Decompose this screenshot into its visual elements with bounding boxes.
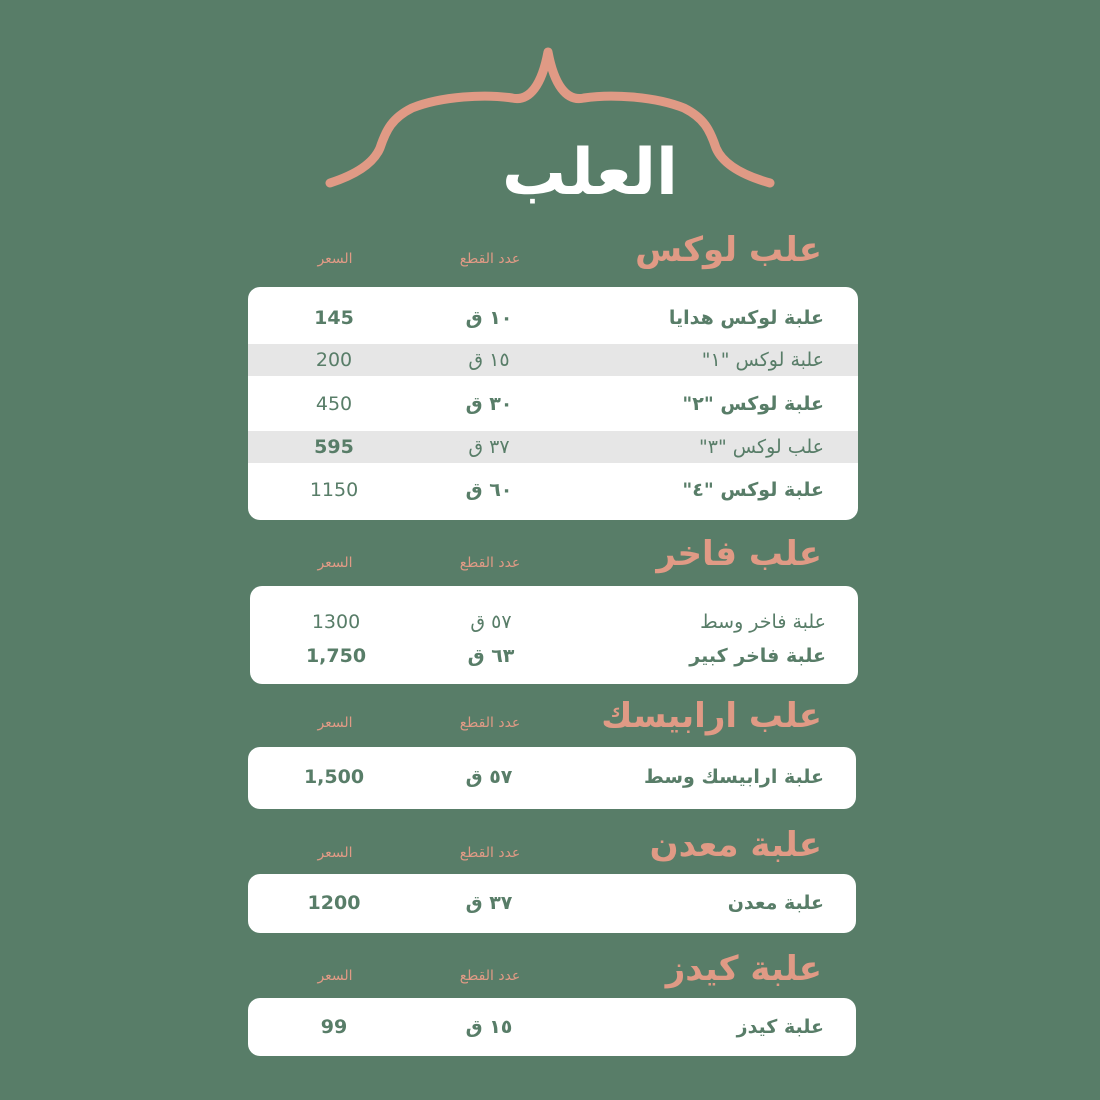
table-row (248, 1011, 856, 1043)
qty-header: عدد القطع (459, 555, 521, 571)
table-row (248, 474, 858, 506)
kids-table (248, 998, 856, 1056)
item-qty: ٣٧ ق (465, 892, 513, 914)
section-title-arabesque: علب ارابيسك (601, 696, 822, 736)
item-qty: ٣٠ ق (465, 393, 513, 415)
item-price: 1300 (311, 611, 361, 633)
item-qty: ١٥ ق (465, 1016, 513, 1038)
item-qty: ٥٧ ق (470, 611, 512, 633)
price-header: السعر (317, 715, 353, 731)
qty-header: عدد القطع (459, 845, 521, 861)
table-row (248, 302, 858, 334)
item-price: 595 (314, 436, 354, 458)
item-qty: ١٥ ق (468, 349, 510, 371)
item-price: 200 (315, 349, 353, 371)
qty-header: عدد القطع (459, 251, 521, 267)
luxe-table (248, 287, 858, 520)
price-header: السعر (317, 555, 353, 571)
item-name: علبة لوكس "١" (701, 349, 824, 371)
table-row (248, 344, 858, 376)
item-qty: ٣٧ ق (468, 436, 510, 458)
item-name: علبة ارابيسك وسط (644, 766, 824, 788)
table-row (248, 887, 856, 919)
table-row (248, 388, 858, 420)
section-title-luxe: علب لوكس (635, 230, 822, 270)
fakher-table (250, 586, 858, 684)
price-header: السعر (317, 968, 353, 984)
metal-table (248, 874, 856, 933)
item-price: 1200 (307, 892, 361, 914)
arabesque-table (248, 747, 856, 809)
item-price: 1150 (309, 479, 359, 501)
item-name: علبة فاخر كبير (689, 645, 826, 667)
item-name: علبة كيدز (736, 1016, 824, 1038)
item-price: 1,500 (303, 766, 365, 788)
price-header: السعر (317, 251, 353, 267)
price-header: السعر (317, 845, 353, 861)
item-qty: ٥٧ ق (465, 766, 513, 788)
item-price: 1,750 (305, 645, 367, 667)
item-name: علبة لوكس هدايا (668, 307, 824, 329)
item-name: علبة فاخر وسط (700, 611, 826, 633)
section-title-metal: علبة معدن (649, 825, 822, 865)
qty-header: عدد القطع (459, 715, 521, 731)
table-row (250, 606, 858, 638)
qty-header: عدد القطع (459, 968, 521, 984)
item-price: 450 (315, 393, 353, 415)
item-price: 99 (320, 1016, 348, 1038)
table-row (248, 431, 858, 463)
item-qty: ١٠ ق (465, 307, 513, 329)
page-title: العلب (502, 136, 678, 210)
table-row (248, 761, 856, 793)
table-row (250, 640, 858, 672)
item-name: علب لوكس "٣" (699, 436, 824, 458)
item-name: علبة لوكس "٤" (682, 479, 824, 501)
item-name: علبة لوكس "٢" (682, 393, 824, 415)
section-title-fakher: علب فاخر (656, 534, 822, 574)
item-price: 145 (314, 307, 354, 329)
item-name: علبة معدن (727, 892, 824, 914)
section-title-kids: علبة كيدز (665, 949, 822, 989)
item-qty: ٦٣ ق (467, 645, 515, 667)
item-qty: ٦٠ ق (465, 479, 513, 501)
